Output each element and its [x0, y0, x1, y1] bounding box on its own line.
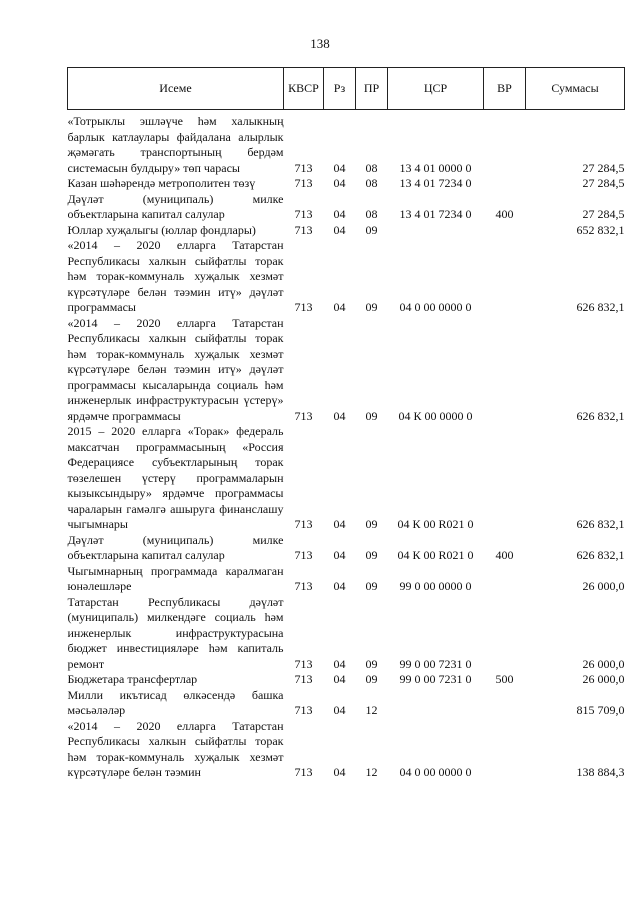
row-kvsr: 713 — [294, 517, 313, 531]
row-name: Дәүләт (муниципаль) милке объектларына капитал салулар — [67, 191, 284, 221]
table-row — [68, 176, 625, 192]
row-sum: 27 284,5 — [582, 160, 625, 175]
table-row — [68, 595, 625, 673]
table-row — [68, 192, 625, 223]
row-kvsr: 713 — [294, 408, 313, 423]
row-rz: 04 — [333, 160, 346, 175]
row-name: 2015 – 2020 елларга «Торак» федераль максатчан программасының «Россия Федерациясе субъектларының торак төзелешен үстерү программаларын кызыксындыру» ярдәмче программасы чараларын гамәлгә ашыруга финанслашу чыгымнары — [67, 424, 284, 531]
row-sum: 626 832,1 — [576, 408, 625, 423]
table-row — [68, 719, 625, 781]
row-vr — [484, 238, 526, 316]
row-name: «2014 – 2020 елларга Татарстан Республикасы халкын сыйфатлы торак һәм торак-коммуналь хуҗалык хезмәт күрсәтүләре белән тәэмин — [67, 718, 284, 779]
row-rz: 04 — [333, 300, 346, 314]
row-pr: 12 — [365, 703, 378, 717]
row-csr: 99 0 00 7231 0 — [399, 656, 472, 671]
row-rz: 04 — [333, 517, 346, 531]
row-sum: 27 284,5 — [582, 176, 625, 190]
row-name: Казан шәһәрендә метрополитен төзү — [67, 176, 256, 190]
row-csr: 13 4 01 7234 0 — [399, 207, 472, 221]
row-vr: 500 — [495, 672, 514, 686]
row-rz: 04 — [333, 207, 346, 221]
row-name: «2014 – 2020 елларга Татарстан Республикасы халкын сыйфатлы торак һәм торак-коммуналь хуҗалык хезмәт күрсәтүләре белән тәэмин итү» дәүләт программасы кысаларында социаль һәм инженерлык инфраструктурасын үстерү» ярдәмче программасы — [67, 315, 284, 423]
table-header-row — [68, 68, 625, 110]
row-vr — [484, 316, 526, 425]
row-csr: 99 0 00 0000 0 — [399, 579, 472, 593]
row-kvsr: 713 — [294, 656, 313, 671]
row-rz: 04 — [333, 579, 346, 593]
row-vr — [484, 595, 526, 673]
row-kvsr: 713 — [294, 548, 313, 562]
row-sum: 26 000,0 — [582, 672, 625, 686]
table-row — [68, 114, 625, 176]
row-sum: 626 832,1 — [576, 517, 625, 531]
header-rz: Рз — [324, 68, 356, 110]
row-kvsr: 713 — [294, 765, 313, 779]
row-rz: 04 — [333, 656, 346, 671]
table-row — [68, 424, 625, 533]
table-row — [68, 316, 625, 425]
row-kvsr: 713 — [294, 160, 313, 175]
row-name: Дәүләт (муниципаль) милке объектларына капитал салулар — [67, 532, 284, 562]
row-name: Чыгымнарның программада каралмаган юнәлешләре — [67, 563, 284, 593]
row-csr: 04 К 00 R021 0 — [397, 517, 474, 531]
row-pr: 09 — [365, 656, 378, 671]
row-vr — [484, 223, 526, 239]
budget-table — [67, 67, 625, 781]
header-pr: ПР — [356, 68, 388, 110]
row-vr: 400 — [495, 548, 514, 562]
row-pr: 08 — [365, 207, 378, 221]
row-rz: 04 — [333, 703, 346, 717]
row-rz: 04 — [333, 222, 346, 237]
row-rz: 04 — [333, 672, 346, 686]
row-sum: 138 884,3 — [576, 765, 625, 779]
row-vr — [484, 114, 526, 176]
row-name: Милли икътисад өлкәсендә башка мәсьәләләр — [67, 687, 284, 717]
row-vr: 400 — [495, 207, 514, 221]
row-sum: 26 000,0 — [582, 579, 625, 593]
row-csr: 13 4 01 7234 0 — [399, 176, 472, 190]
table-row — [68, 672, 625, 688]
table-row — [68, 223, 625, 239]
row-kvsr: 713 — [294, 222, 313, 237]
row-pr: 12 — [365, 765, 378, 779]
row-vr — [484, 176, 526, 192]
row-pr: 09 — [365, 222, 378, 237]
row-csr: 04 К 00 R021 0 — [397, 548, 474, 562]
row-name: Татарстан Республикасы дәүләт (муниципаль) милкендәге социаль һәм инженерлык инфраструктурасына бюджет инвестицияләре һәм капиталь ремонт — [67, 594, 284, 671]
row-rz: 04 — [333, 408, 346, 423]
row-sum: 27 284,5 — [582, 207, 625, 221]
row-pr: 09 — [365, 548, 378, 562]
row-name: Юллар хуҗалыгы (юллар фондлары) — [67, 222, 256, 237]
row-kvsr: 713 — [294, 579, 313, 593]
row-csr: 04 К 00 0000 0 — [398, 408, 473, 423]
row-vr — [484, 424, 526, 533]
row-vr — [484, 719, 526, 781]
header-name: Исеме — [68, 68, 284, 110]
header-sum: Суммасы — [526, 68, 625, 110]
row-rz: 04 — [333, 548, 346, 562]
row-kvsr: 713 — [294, 300, 313, 314]
row-csr: 99 0 00 7231 0 — [399, 672, 472, 686]
row-name: Бюджетара трансфертлар — [67, 672, 198, 686]
row-sum: 26 000,0 — [582, 656, 625, 671]
row-csr: 04 0 00 0000 0 — [399, 300, 472, 314]
row-pr: 09 — [365, 300, 378, 314]
row-pr: 09 — [365, 517, 378, 531]
header-kvsr: КВСР — [284, 68, 324, 110]
row-kvsr: 713 — [294, 672, 313, 686]
row-sum: 626 832,1 — [576, 548, 625, 562]
row-name: «Тотрыклы эшләүче һәм халыкның барлык катлаулары файдалана алырлык җәмәгать транспортының бердәм системасын булдыру» төп чарасы — [67, 114, 284, 175]
row-kvsr: 713 — [294, 176, 313, 190]
row-vr — [484, 564, 526, 595]
row-pr: 08 — [365, 160, 378, 175]
row-rz: 04 — [333, 176, 346, 190]
row-kvsr: 713 — [294, 207, 313, 221]
row-sum: 626 832,1 — [576, 300, 625, 314]
row-kvsr: 713 — [294, 703, 313, 717]
row-rz: 04 — [333, 765, 346, 779]
row-pr: 09 — [365, 579, 378, 593]
table-body — [68, 110, 625, 781]
table-row — [68, 564, 625, 595]
row-name: «2014 – 2020 елларга Татарстан Республикасы халкын сыйфатлы торак һәм торак-коммуналь хуҗалык хезмәт күрсәтүләре белән тәэмин итү» дәүләт программасы — [67, 238, 284, 314]
row-vr — [484, 688, 526, 719]
row-pr: 08 — [365, 176, 378, 190]
row-pr: 09 — [365, 408, 378, 423]
row-sum: 652 832,1 — [576, 222, 625, 237]
header-vr: ВР — [484, 68, 526, 110]
row-sum: 815 709,0 — [576, 703, 625, 717]
row-csr — [388, 688, 484, 719]
table-row — [68, 238, 625, 316]
table-row — [68, 688, 625, 719]
row-pr: 09 — [365, 672, 378, 686]
header-csr: ЦСР — [388, 68, 484, 110]
table-row — [68, 533, 625, 564]
page-number: 138 — [310, 36, 330, 51]
row-csr: 13 4 01 0000 0 — [399, 160, 472, 175]
row-csr: 04 0 00 0000 0 — [399, 765, 472, 779]
row-csr — [388, 223, 484, 239]
